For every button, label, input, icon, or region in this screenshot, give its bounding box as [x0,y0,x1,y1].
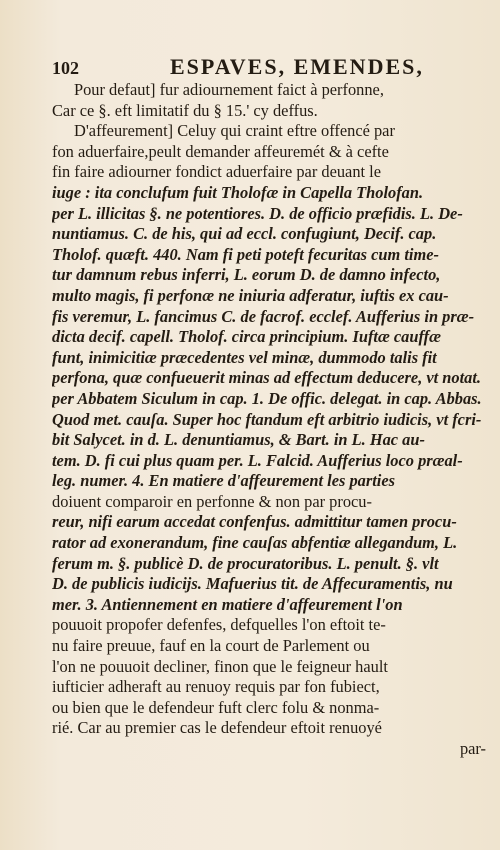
text-line: doiuent comparoir en perfonne & non par procu- [52,491,372,511]
text-line: fon aduerfaire,peult demander affeuremét & à cefte [52,141,389,161]
text-line: fin faire adiourner fondict aduerfaire par deuant le [52,162,382,182]
running-head: ESPAVES, EMENDES, [170,54,424,79]
text-line: ou bien que le defendeur fuft clerc folu & nonma- [52,697,380,717]
text-line: rator ad exonerandum, fine cauſas abfentiæ allegandum, L. [52,533,458,553]
text-line: reur, nifi earum accedat confenfus. admittitur tamen procu- [52,512,457,532]
text-line: nu faire preuue, fauf en la court de Parlement ou [52,636,370,656]
text-line: par- [459,739,486,758]
text-line: rié. Car au premier cas le defendeur eftoit renuoyé [52,718,382,738]
text-line: funt, inimicitiæ præcedentes vel minæ, dummodo talis fit [52,347,437,367]
text-line: per Abbatem Siculum in cap. 1. De offic. delegat. in cap. Abbas. [52,388,482,408]
text-line: leg. numer. 4. En matiere d'affeurement les parties [52,471,395,491]
text-line: tem. D. fi cui plus quam per. L. Falcid. Aufferius loco præal- [52,450,463,470]
text-line: Quod met. cauſa. Super hoc ftandum eft arbitrio iudicis, vt fcri- [52,409,482,429]
page-number: 102 [52,58,79,78]
text-line: iufticier adheraft au renuoy requis par fon fubiect, [52,677,380,697]
text-line: perfona, quæ confueuerit minas ad effectum deducere, vt notat. [52,368,482,388]
text-line: l'on ne pouuoit decliner, finon que le feigneur hault [52,656,388,676]
text-line: Tholof. quæft. 440. Nam fi peti poteft fecuritas cum time- [52,244,439,264]
text-line: pouuoit propofer defenfes, defquelles l'on eftoit te- [52,615,386,635]
text-line: per L. illicitas §. ne potentiores. D. de officio præfidis. L. De- [52,203,463,223]
text-line: bit Salycet. in d. L. denuntiamus, & Bart. in L. Hac au- [52,430,425,450]
text-line: tur damnum rebus inferri, L. eorum D. de damno infecto, [52,265,441,285]
text-line: ferum m. §. publicè D. de procuratoribus. L. penult. §. vlt [52,553,439,573]
text-line: iuge : ita conclufum fuit Tholofæ in Capella Tholofan. [52,182,424,202]
text-line: multo magis, fi perfonæ ne iniuria adferatur, iuftis ex cau- [52,285,449,305]
text-line: nuntiamus. C. de his, qui ad eccl. confugiunt, Decif. cap. [52,224,437,244]
text-line: dicta decif. capell. Tholof. circa principium. Iuftæ cauffæ [52,327,441,347]
text-line: D'affeurement] Celuy qui craint eftre offencé par [74,121,395,141]
text-body [52,80,490,760]
text-line: Car ce §. eft limitatif du § 15.' cy deffus. [52,100,318,120]
text-line: mer. 3. Antiennement en matiere d'affeurement l'on [52,594,403,614]
text-line: D. de publicis iudicijs. Mafuerius tit. de Affecuramentis, nu [52,574,453,594]
page-header [52,52,482,80]
text-line: fis veremur, L. fancimus C. de facrof. ecclef. Aufferius in præ- [52,306,475,326]
text-line: Pour defaut] fur adiournement faict à perfonne, [74,80,384,99]
